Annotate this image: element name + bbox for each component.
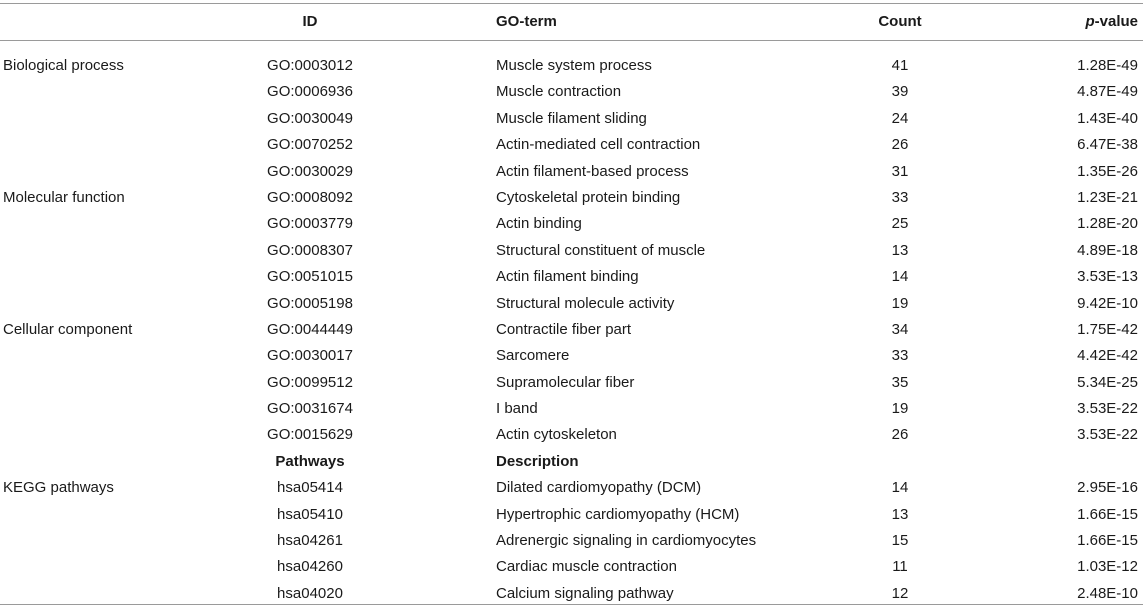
row-id: GO:0008307 xyxy=(267,241,353,259)
row-term: Sarcomere xyxy=(496,347,570,365)
row-term: Actin filament-based process xyxy=(496,162,689,180)
row-term: Structural constituent of muscle xyxy=(496,241,706,259)
table-row xyxy=(0,53,1143,79)
header-p-suffix: -value xyxy=(1094,13,1138,30)
row-category: Cellular component xyxy=(3,320,133,338)
row-category: KEGG pathways xyxy=(3,479,114,497)
table-row xyxy=(0,238,1143,264)
row-count: 39 xyxy=(891,83,909,101)
row-term: Hypertrophic cardiomyopathy (HCM) xyxy=(496,505,740,523)
header-p-value xyxy=(1085,4,1138,40)
row-term: Supramolecular fiber xyxy=(496,373,635,391)
table-row xyxy=(0,291,1143,317)
row-count: 25 xyxy=(891,215,909,233)
row-count: 35 xyxy=(891,373,909,391)
row-p-value: 9.42E-10 xyxy=(1077,294,1138,312)
row-term: Muscle system process xyxy=(496,57,652,74)
row-count: 31 xyxy=(891,162,909,180)
row-term: Calcium signaling pathway xyxy=(496,584,674,602)
row-id: GO:0003779 xyxy=(267,215,353,233)
row-term: Cardiac muscle contraction xyxy=(496,558,677,576)
row-term: Actin-mediated cell contraction xyxy=(496,136,701,154)
subheader-pathways: Pathways xyxy=(275,452,345,470)
row-id: GO:0099512 xyxy=(267,373,353,391)
row-term: Actin binding xyxy=(496,215,582,233)
table-row xyxy=(0,422,1143,448)
header-p-italic: p xyxy=(1085,13,1095,30)
table-row xyxy=(0,554,1143,580)
table-row xyxy=(0,528,1143,554)
row-id: GO:0003012 xyxy=(267,57,353,74)
row-count: 26 xyxy=(891,426,909,444)
row-id: hsa04020 xyxy=(277,584,343,602)
row-term: Actin filament binding xyxy=(496,268,639,286)
row-count: 33 xyxy=(891,347,909,365)
row-id: hsa05410 xyxy=(277,505,343,523)
row-category: Biological process xyxy=(3,57,124,74)
row-id: GO:0051015 xyxy=(267,268,353,286)
table-row xyxy=(0,185,1143,211)
row-count: 14 xyxy=(891,479,909,497)
row-id: GO:0005198 xyxy=(267,294,353,312)
table-row xyxy=(0,370,1143,396)
row-p-value: 6.47E-38 xyxy=(1077,136,1138,154)
row-p-value: 3.53E-22 xyxy=(1077,426,1138,444)
row-count: 12 xyxy=(891,584,909,602)
row-p-value: 4.89E-18 xyxy=(1077,241,1138,259)
row-id: hsa05414 xyxy=(277,479,343,497)
row-count: 13 xyxy=(891,505,909,523)
row-id: GO:0030029 xyxy=(267,162,353,180)
row-p-value: 1.66E-15 xyxy=(1077,532,1138,550)
row-p-value: 1.28E-49 xyxy=(1077,57,1138,74)
row-term: I band xyxy=(496,400,538,418)
row-count: 15 xyxy=(891,532,909,550)
row-count: 24 xyxy=(891,109,909,127)
table-row xyxy=(0,264,1143,290)
table-header xyxy=(0,4,1143,40)
table-row xyxy=(0,106,1143,132)
row-p-value: 1.43E-40 xyxy=(1077,109,1138,127)
header-id: ID xyxy=(302,13,318,30)
table-row xyxy=(0,475,1143,501)
row-term: Adrenergic signaling in cardiomyocytes xyxy=(496,532,757,550)
row-p-value: 2.95E-16 xyxy=(1077,479,1138,497)
row-p-value: 1.28E-20 xyxy=(1077,215,1138,233)
table-row xyxy=(0,211,1143,237)
row-p-value: 4.42E-42 xyxy=(1077,347,1138,365)
row-count: 26 xyxy=(891,136,909,154)
row-id: GO:0030017 xyxy=(267,347,353,365)
row-p-value: 5.34E-25 xyxy=(1077,373,1138,391)
row-count: 19 xyxy=(891,294,909,312)
row-term: Actin cytoskeleton xyxy=(496,426,617,444)
row-term: Muscle filament sliding xyxy=(496,109,647,127)
row-p-value: 4.87E-49 xyxy=(1077,83,1138,101)
row-count: 14 xyxy=(891,268,909,286)
row-category: Molecular function xyxy=(3,188,125,206)
row-p-value: 3.53E-22 xyxy=(1077,400,1138,418)
table-body xyxy=(0,53,1143,607)
row-id: GO:0044449 xyxy=(267,320,353,338)
row-id: GO:0006936 xyxy=(267,83,353,101)
header-count: Count xyxy=(878,13,922,30)
table-row xyxy=(0,79,1143,105)
row-id: GO:0070252 xyxy=(267,136,353,154)
row-term: Muscle contraction xyxy=(496,83,622,101)
subheader-description: Description xyxy=(496,452,579,470)
kegg-subheader-row xyxy=(0,449,1143,475)
row-id: hsa04261 xyxy=(277,532,343,550)
row-id: GO:0008092 xyxy=(267,188,353,206)
row-term: Structural molecule activity xyxy=(496,294,675,312)
row-p-value: 1.75E-42 xyxy=(1077,320,1138,338)
header-rule xyxy=(0,40,1143,41)
row-term: Dilated cardiomyopathy (DCM) xyxy=(496,479,702,497)
row-count: 41 xyxy=(891,57,909,74)
row-id: GO:0030049 xyxy=(267,109,353,127)
row-term: Contractile fiber part xyxy=(496,320,632,338)
row-count: 34 xyxy=(891,320,909,338)
row-term: Cytoskeletal protein binding xyxy=(496,188,681,206)
row-id: GO:0031674 xyxy=(267,400,353,418)
row-count: 33 xyxy=(891,188,909,206)
row-count: 11 xyxy=(892,558,908,576)
header-go-term: GO-term xyxy=(496,13,557,30)
table-row xyxy=(0,132,1143,158)
table-row xyxy=(0,502,1143,528)
row-p-value: 1.35E-26 xyxy=(1077,162,1138,180)
row-p-value: 3.53E-13 xyxy=(1077,268,1138,286)
row-count: 19 xyxy=(891,400,909,418)
table-row xyxy=(0,343,1143,369)
row-p-value: 1.03E-12 xyxy=(1077,558,1138,576)
row-p-value: 1.23E-21 xyxy=(1077,188,1138,206)
row-p-value: 2.48E-10 xyxy=(1077,584,1138,602)
table-row xyxy=(0,317,1143,343)
row-count: 13 xyxy=(891,241,909,259)
table-row xyxy=(0,396,1143,422)
table-row xyxy=(0,159,1143,185)
row-id: hsa04260 xyxy=(277,558,343,576)
row-p-value: 1.66E-15 xyxy=(1077,505,1138,523)
row-id: GO:0015629 xyxy=(267,426,353,444)
